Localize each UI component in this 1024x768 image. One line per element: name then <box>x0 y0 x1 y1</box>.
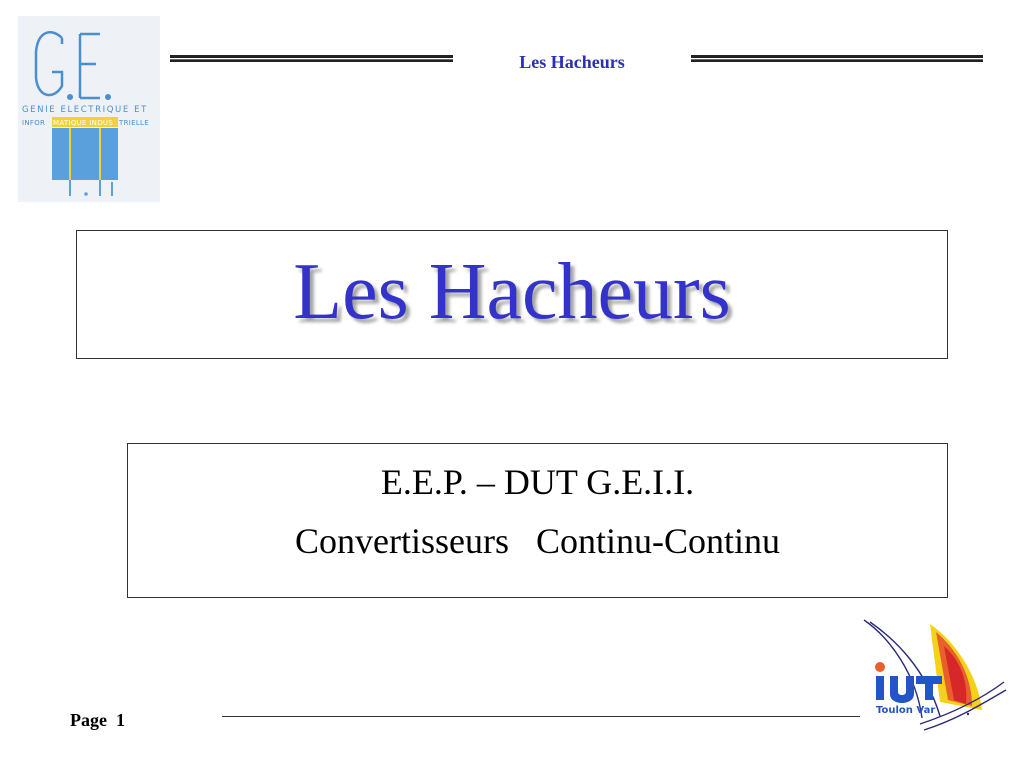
subtitle-box <box>127 443 948 598</box>
header-rule-left <box>170 55 453 62</box>
svg-text:INFOR: INFOR <box>22 119 46 127</box>
page-number: Page 1 <box>70 710 125 730</box>
iut-logo-graphic <box>860 618 1010 738</box>
main-title: Les Hacheurs <box>293 247 731 336</box>
title-box <box>76 230 948 359</box>
subtitle-course: E.E.P. – DUT G.E.I.I. <box>380 462 695 502</box>
svg-text:Toulon Var: Toulon Var <box>876 705 936 716</box>
subtitle-topic: Convertisseurs Continu-Continu <box>295 521 780 561</box>
svg-text:MATIQUE INDUS: MATIQUE INDUS <box>53 119 114 127</box>
footer-rule <box>222 716 860 717</box>
header-rule-right <box>691 55 983 62</box>
geii-logo <box>18 16 160 202</box>
svg-text:TRIELLE: TRIELLE <box>119 119 149 127</box>
header-title: Les Hacheurs <box>519 52 625 72</box>
iut-logo <box>860 618 1010 738</box>
geii-logo-graphic <box>18 16 160 202</box>
svg-text:GENIE ELECTRIQUE ET: GENIE ELECTRIQUE ET <box>22 105 148 115</box>
